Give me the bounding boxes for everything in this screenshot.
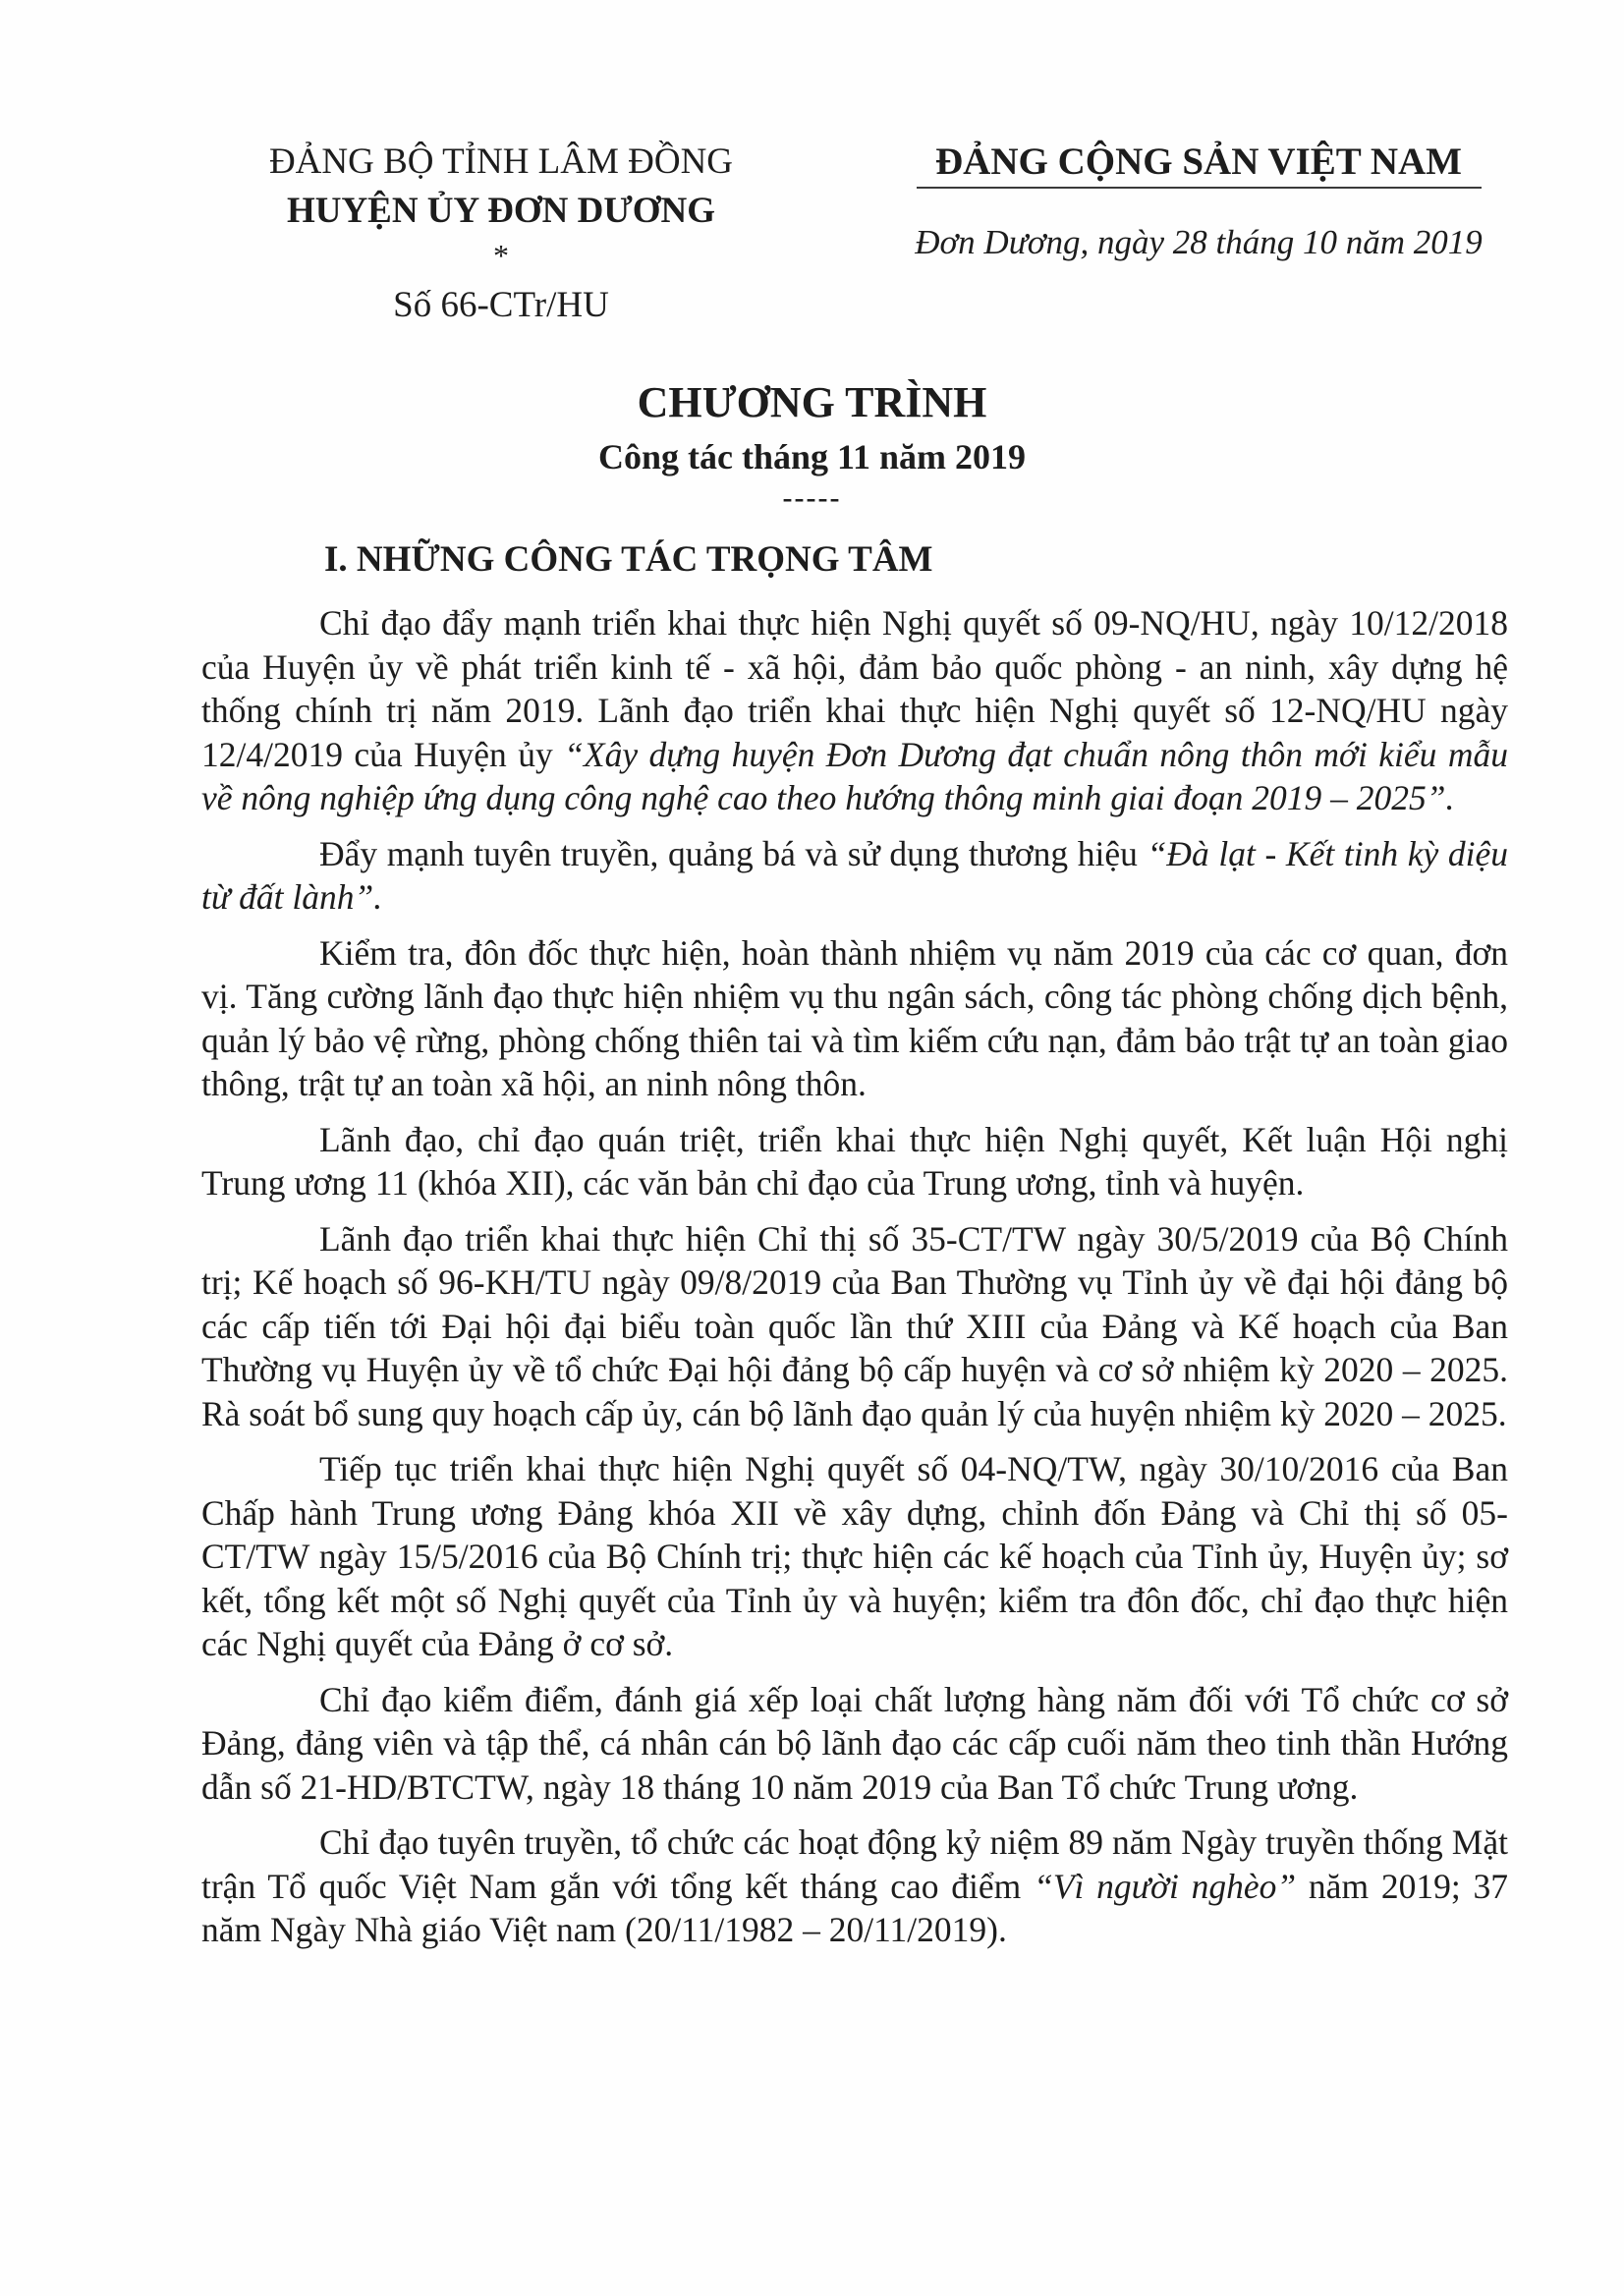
party-name: ĐẢNG CỘNG SẢN VIỆT NAM [935, 140, 1462, 183]
header-star: * [493, 238, 509, 273]
provincial-party-name: ĐẢNG BỘ TỈNH LÂM ĐỒNG [268, 141, 734, 182]
document-subtitle: Công tác tháng 11 năm 2019 [597, 437, 1027, 476]
paragraph-quote: “Vì người nghèo” [1034, 1866, 1297, 1906]
paragraph-text: năm 2019; 37 năm Ngày Nhà giáo Việt nam (20/11/1982 – 20/11/2019). [201, 1866, 1508, 1949]
paragraph-text: Chỉ đạo đẩy mạnh triển khai thực hiện Nghị quyết số 09-NQ/HU, ngày 10/12/2018 của Huyện ủy về phát triển kinh tế - xã hội, đảm bảo quốc phòng - an ninh, xây dựng hệ thống chính trị năm 2019. Lãnh đạo triển khai thực hiện Nghị quyết số 12-NQ/HU ngày 12/4/2019 của Huyện ủy [201, 603, 1508, 774]
paragraph-text: Chỉ đạo tuyên truyền, tổ chức các hoạt động kỷ niệm 89 năm Ngày truyền thống Mặt trận Tổ quốc Việt Nam gắn với tổng kết tháng cao điểm [201, 1822, 1508, 1906]
header-right-block [865, 138, 1533, 267]
paragraph-quote: “Đà lạt - Kết tinh kỳ diệu từ đất lành”. [201, 833, 1508, 917]
paragraph: Kiểm tra, đôn đốc thực hiện, hoàn thành nhiệm vụ năm 2019 của các cơ quan, đơn vị. Tăng cường lãnh đạo thực hiện nhiệm vụ thu ngân sách, công tác phòng chống dịch bệnh, quản lý bảo vệ rừng, phòng chống thiên tai và tìm kiếm cứu nạn, đảm bảo trật tự an toàn giao thông, trật tự an toàn xã hội, an ninh nông thôn. [201, 932, 1508, 1103]
document-number: Số 66-CTr/HU [393, 285, 609, 325]
paragraph: Chỉ đạo kiểm điểm, đánh giá xếp loại chất lượng hàng năm đối với Tổ chức cơ sở Đảng, đảng viên và tập thể, cá nhân cán bộ lãnh đạo các cấp cuối năm theo tinh thần Hướng dẫn số 21-HD/BTCTW, ngày 18 tháng 10 năm 2019 của Ban Tổ chức Trung ương. [201, 1679, 1508, 1807]
paragraph: Lãnh đạo, chỉ đạo quán triệt, triển khai thực hiện Nghị quyết, Kết luận Hội nghị Trung ương 11 (khóa XII), các văn bản chỉ đạo của Trung ương, tỉnh và huyện. [201, 1119, 1508, 1203]
document-body [201, 601, 1508, 1952]
title-block [0, 373, 1624, 515]
place-date: Đơn Dương, ngày 28 tháng 10 năm 2019 [915, 223, 1483, 261]
paragraph-quote: “Xây dựng huyện Đơn Dương đạt chuẩn nông thôn mới kiểu mẫu về nông nghiệp ứng dụng công nghệ cao theo hướng thông minh giai đoạn 2019 – 2025”. [201, 734, 1508, 817]
header-left-block [196, 138, 806, 330]
paragraph [201, 601, 1508, 820]
paragraph: Tiếp tục triển khai thực hiện Nghị quyết số 04-NQ/TW, ngày 30/10/2016 của Ban Chấp hành Trung ương Đảng khóa XII về xây dựng, chỉnh đốn Đảng và Chỉ thị số 05-CT/TW ngày 15/5/2016 của Bộ Chính trị; thực hiện các kế hoạch của Tỉnh ủy, Huyện ủy; sơ kết, tổng kết một số Nghị quyết của Tỉnh ủy và huyện; kiểm tra đôn đốc, chỉ đạo thực hiện các Nghị quyết của Đảng ở cơ sở. [201, 1449, 1508, 1663]
title-separator: ----- [782, 481, 842, 514]
document-title: CHƯƠNG TRÌNH [637, 378, 987, 426]
paragraph [201, 832, 1508, 920]
section-heading: I. NHỮNG CÔNG TÁC TRỌNG TÂM [324, 539, 933, 580]
party-name-underline [917, 187, 1482, 189]
paragraph: Lãnh đạo triển khai thực hiện Chỉ thị số 35-CT/TW ngày 30/5/2019 của Bộ Chính trị; Kế hoạch số 96-KH/TU ngày 09/8/2019 của Ban Thường vụ Tỉnh ủy về đại hội đảng bộ các cấp tiến tới Đại hội đại biểu toàn quốc lần thứ XIII của Đảng và Kế hoạch của Ban Thường vụ Huyện ủy về tổ chức Đại hội đảng bộ cấp huyện và cơ sở nhiệm kỳ 2020 – 2025. Rà soát bổ sung quy hoạch cấp ủy, cán bộ lãnh đạo quản lý của huyện nhiệm kỳ 2020 – 2025. [201, 1218, 1508, 1433]
district-committee-name: HUYỆN ỦY ĐƠN DƯƠNG [286, 191, 716, 231]
paragraph [201, 1820, 1508, 1952]
paragraph-text: Đẩy mạnh tuyên truyền, quảng bá và sử dụng thương hiệu [319, 833, 1148, 873]
